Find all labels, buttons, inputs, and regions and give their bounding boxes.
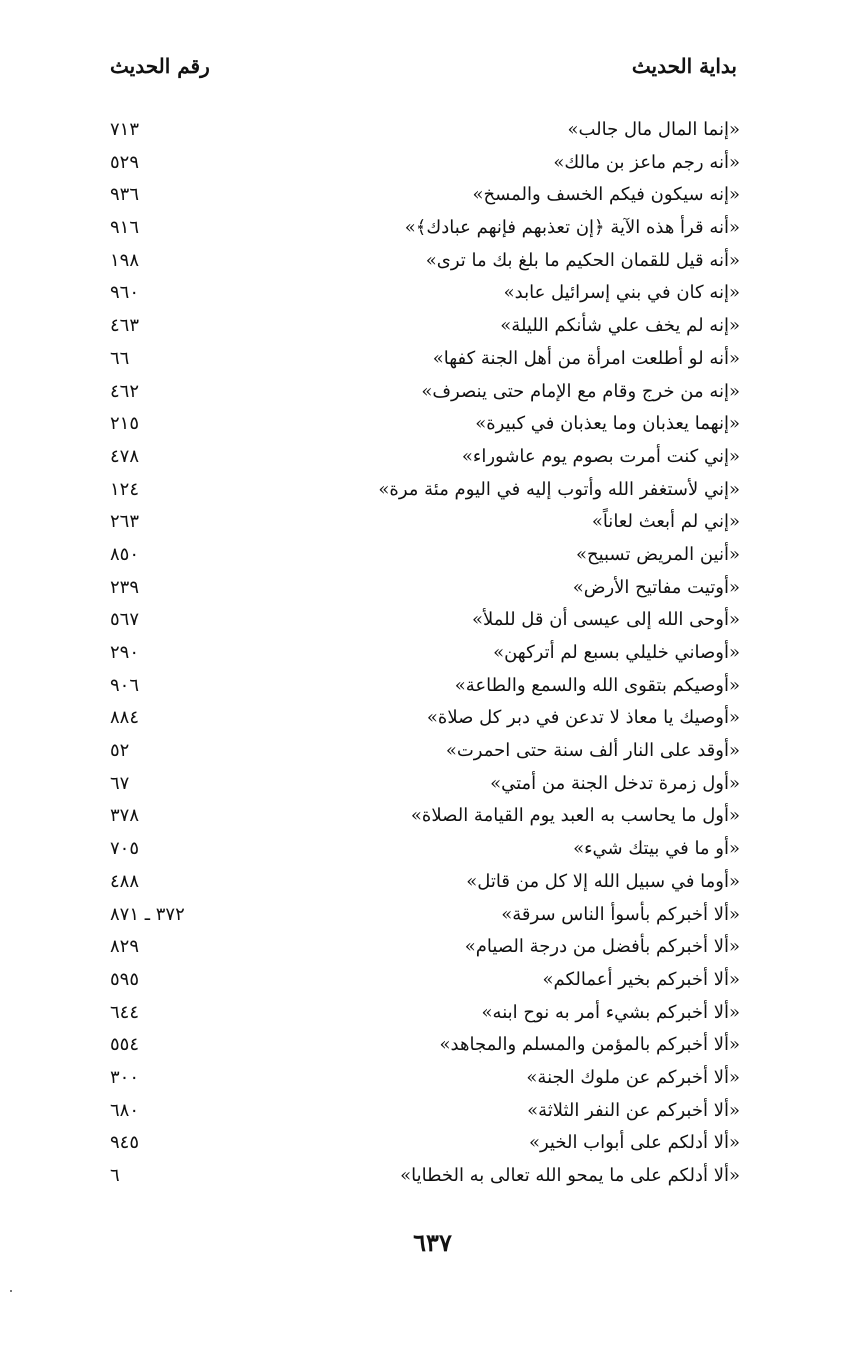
hadith-beginning: «أنه قرأ هذه الآية ﴿إن تعذبهم فإنهم عبادك﴾»: [404, 217, 740, 239]
hadith-beginning: «ألا أخبركم بشيء أمر به نوح ابنه»: [481, 1001, 740, 1023]
hadith-number: ٦٦: [110, 347, 130, 369]
hadith-number: ١٩٨: [110, 249, 140, 271]
hadith-beginning: «ألا أخبركم بأفضل من درجة الصيام»: [464, 936, 740, 958]
index-row: [100, 343, 740, 376]
hadith-beginning: «ألا أدلكم على أبواب الخير»: [528, 1132, 740, 1154]
hadith-number: ٢٦٣: [110, 511, 140, 533]
hadith-number: ٢٩٠: [110, 642, 140, 663]
hadith-number: ٩٤٥: [110, 1132, 140, 1154]
index-row: [100, 474, 740, 507]
hadith-index-list: [100, 114, 740, 1193]
index-row: [100, 310, 740, 343]
hadith-number: ٨٥٠: [110, 543, 140, 565]
hadith-number: ٦٨٠: [110, 1099, 140, 1121]
hadith-beginning: «إنما المال مال جالب»: [567, 119, 740, 140]
hadith-number: ٥٩٥: [110, 968, 140, 990]
hadith-number: ٩١٦: [110, 217, 140, 239]
hadith-number: ٥٢: [110, 740, 130, 762]
index-row: [100, 866, 740, 899]
index-row: [100, 212, 740, 245]
hadith-beginning: «إني كنت أمرت بصوم يوم عاشوراء»: [461, 445, 740, 467]
index-row: [100, 702, 740, 735]
hadith-number: ٣٠٠: [110, 1066, 140, 1088]
index-row: [100, 376, 740, 409]
hadith-number: ٦: [110, 1165, 120, 1186]
hadith-beginning: «إني لم أبعث لعاناً»: [591, 511, 740, 533]
hadith-number: ٧١٣: [110, 119, 140, 140]
hadith-number: ١٢٤: [110, 478, 140, 500]
hadith-number: ٦٤٤: [110, 1001, 140, 1023]
hadith-number: ٤٦٢: [110, 380, 140, 402]
index-row: [100, 408, 740, 441]
hadith-beginning: «أوما في سبيل الله إلا كل من قاتل»: [466, 870, 740, 892]
hadith-beginning: «ألا أخبركم بخير أعمالكم»: [542, 968, 740, 990]
hadith-beginning: «ألا أخبركم عن النفر الثلاثة»: [527, 1099, 740, 1121]
hadith-beginning: «أوصيكم بتقوى الله والسمع والطاعة»: [454, 674, 740, 696]
index-row: [100, 179, 740, 212]
hadith-number: ٤٨٨: [110, 870, 140, 892]
index-row: [100, 735, 740, 768]
hadith-beginning: «أنه قيل للقمان الحكيم ما بلغ بك ما ترى»: [425, 249, 740, 271]
index-row: [100, 637, 740, 670]
page-number: ٦٣٧: [413, 1228, 452, 1257]
hadith-beginning: «أو ما في بيتك شيء»: [573, 838, 740, 860]
index-row: [100, 670, 740, 703]
index-row: [100, 1095, 740, 1128]
hadith-beginning: «إنه من خرج وقام مع الإمام حتى ينصرف»: [421, 380, 740, 402]
page-header: [110, 54, 737, 90]
hadith-number: ٩٠٦: [110, 674, 140, 696]
index-row: [100, 277, 740, 310]
hadith-number: ٩٣٦: [110, 184, 140, 206]
index-row: [100, 1160, 740, 1193]
hadith-beginning: «ألا أخبركم عن ملوك الجنة»: [526, 1066, 740, 1088]
index-row: [100, 800, 740, 833]
hadith-beginning: «أول زمرة تدخل الجنة من أمتي»: [490, 772, 740, 794]
index-row: [100, 964, 740, 997]
index-row: [100, 114, 740, 147]
index-row: [100, 506, 740, 539]
hadith-number: ٥٥٤: [110, 1034, 140, 1056]
hadith-beginning: «أنين المريض تسبيح»: [575, 543, 740, 565]
index-row: [100, 768, 740, 801]
column-title-hadith-start: بداية الحديث: [631, 54, 737, 78]
index-row: [100, 604, 740, 637]
index-row: [100, 1029, 740, 1062]
hadith-number: ٤٧٨: [110, 445, 140, 467]
index-row: [100, 245, 740, 278]
index-row: [100, 539, 740, 572]
scan-speck: [10, 1290, 12, 1292]
hadith-beginning: «أوصاني خليلي بسبع لم أتركهن»: [493, 642, 740, 663]
hadith-number: ٤٦٣: [110, 315, 140, 337]
hadith-beginning: «إنه لم يخف علي شأنكم الليلة»: [500, 315, 740, 337]
hadith-beginning: «أوحى الله إلى عيسى أن قل للملأ»: [471, 609, 740, 631]
index-row: [100, 931, 740, 964]
index-row: [100, 1062, 740, 1095]
hadith-number: ٧٠٥: [110, 838, 140, 860]
hadith-number: ٨٨٤: [110, 707, 140, 729]
hadith-number: ٥٢٩: [110, 151, 140, 173]
hadith-beginning: «إنه سيكون فيكم الخسف والمسخ»: [472, 184, 740, 206]
hadith-number: ٢١٥: [110, 413, 140, 435]
hadith-number: ٦٧: [110, 772, 130, 794]
hadith-beginning: «أوتيت مفاتيح الأرض»: [572, 576, 740, 598]
index-row: [100, 833, 740, 866]
index-row: [100, 1127, 740, 1160]
index-row: [100, 441, 740, 474]
index-row: [100, 572, 740, 605]
index-row: [100, 147, 740, 180]
hadith-number: ٥٦٧: [110, 609, 140, 631]
hadith-beginning: «ألا أخبركم بأسوأ الناس سرقة»: [501, 903, 740, 925]
hadith-beginning: «إنه كان في بني إسرائيل عابد»: [503, 282, 740, 304]
hadith-beginning: «ألا أخبركم بالمؤمن والمسلم والمجاهد»: [439, 1034, 740, 1056]
hadith-number: ٣٧٢ ـ ٨٧١: [110, 903, 185, 925]
hadith-number: ٨٢٩: [110, 936, 140, 958]
hadith-beginning: «إني لأستغفر الله وأتوب إليه في اليوم مئة مرة»: [378, 478, 740, 500]
column-title-hadith-number: رقم الحديث: [110, 54, 210, 78]
hadith-beginning: «ألا أدلكم على ما يمحو الله تعالى به الخطايا»: [400, 1165, 740, 1186]
hadith-beginning: «أنه رجم ماعز بن مالك»: [553, 151, 740, 173]
hadith-beginning: «أول ما يحاسب به العبد يوم القيامة الصلاة»: [410, 805, 740, 827]
hadith-number: ٣٧٨: [110, 805, 140, 827]
hadith-number: ٩٦٠: [110, 282, 140, 304]
index-row: [100, 899, 740, 932]
index-row: [100, 997, 740, 1030]
hadith-beginning: «أوصيك يا معاذ لا تدعن في دبر كل صلاة»: [426, 707, 740, 729]
hadith-number: ٢٣٩: [110, 576, 140, 598]
hadith-beginning: «أوقد على النار ألف سنة حتى احمرت»: [445, 740, 740, 762]
hadith-beginning: «أنه لو أطلعت امرأة من أهل الجنة كفها»: [432, 347, 740, 369]
hadith-beginning: «إنهما يعذبان وما يعذبان في كبيرة»: [475, 413, 740, 435]
